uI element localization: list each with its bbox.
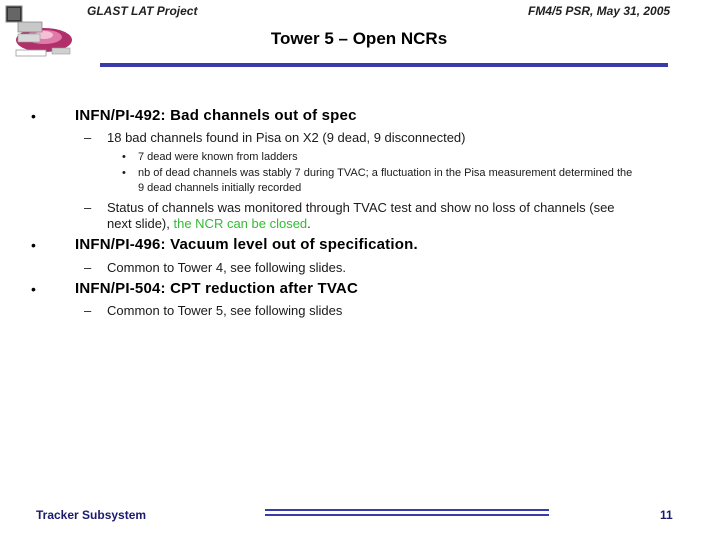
dash: – — [84, 303, 92, 318]
dash: – — [84, 260, 92, 275]
dash: – — [84, 130, 92, 145]
dash: – — [84, 200, 92, 215]
ncr-heading-492: INFN/PI-492: Bad channels out of spec — [75, 107, 357, 124]
ncr-492-status: Status of channels was monitored through TVAC test and show no loss of channels (see next slide), the NCR can be closed. — [107, 200, 615, 231]
sub-bullet: • — [122, 151, 126, 163]
bullet: • — [31, 281, 36, 297]
title-divider — [100, 63, 668, 67]
ncr-closed-highlight: the NCR can be closed — [173, 216, 308, 231]
project-name: GLAST LAT Project — [87, 4, 198, 18]
ncr-492-detail: 18 bad channels found in Pisa on X2 (9 dead, 9 disconnected) — [107, 130, 466, 145]
footer-rule — [265, 509, 549, 511]
ncr-496-detail: Common to Tower 4, see following slides. — [107, 260, 346, 275]
ncr-heading-496: INFN/PI-496: Vacuum level out of specification. — [75, 236, 418, 253]
bullet: • — [31, 237, 36, 253]
sub-bullet: • — [122, 167, 126, 179]
page-number: 11 — [660, 508, 673, 522]
ncr-492-note-1: 7 dead were known from ladders — [138, 151, 298, 163]
slide-title: Tower 5 – Open NCRs — [270, 29, 448, 48]
bullet: • — [31, 108, 36, 124]
footer-subsystem: Tracker Subsystem — [36, 508, 147, 522]
ncr-504-detail: Common to Tower 5, see following slides — [107, 303, 343, 318]
footer-rule — [265, 514, 549, 516]
meeting-info: FM4/5 PSR, May 31, 2005 — [528, 4, 671, 18]
ncr-heading-504: INFN/PI-504: CPT reduction after TVAC — [75, 280, 358, 297]
ncr-492-note-2: nb of dead channels was stably 7 during TVAC; a fluctuation in the Pisa measurement determined the 9 dead channels initially recorded — [138, 167, 633, 194]
